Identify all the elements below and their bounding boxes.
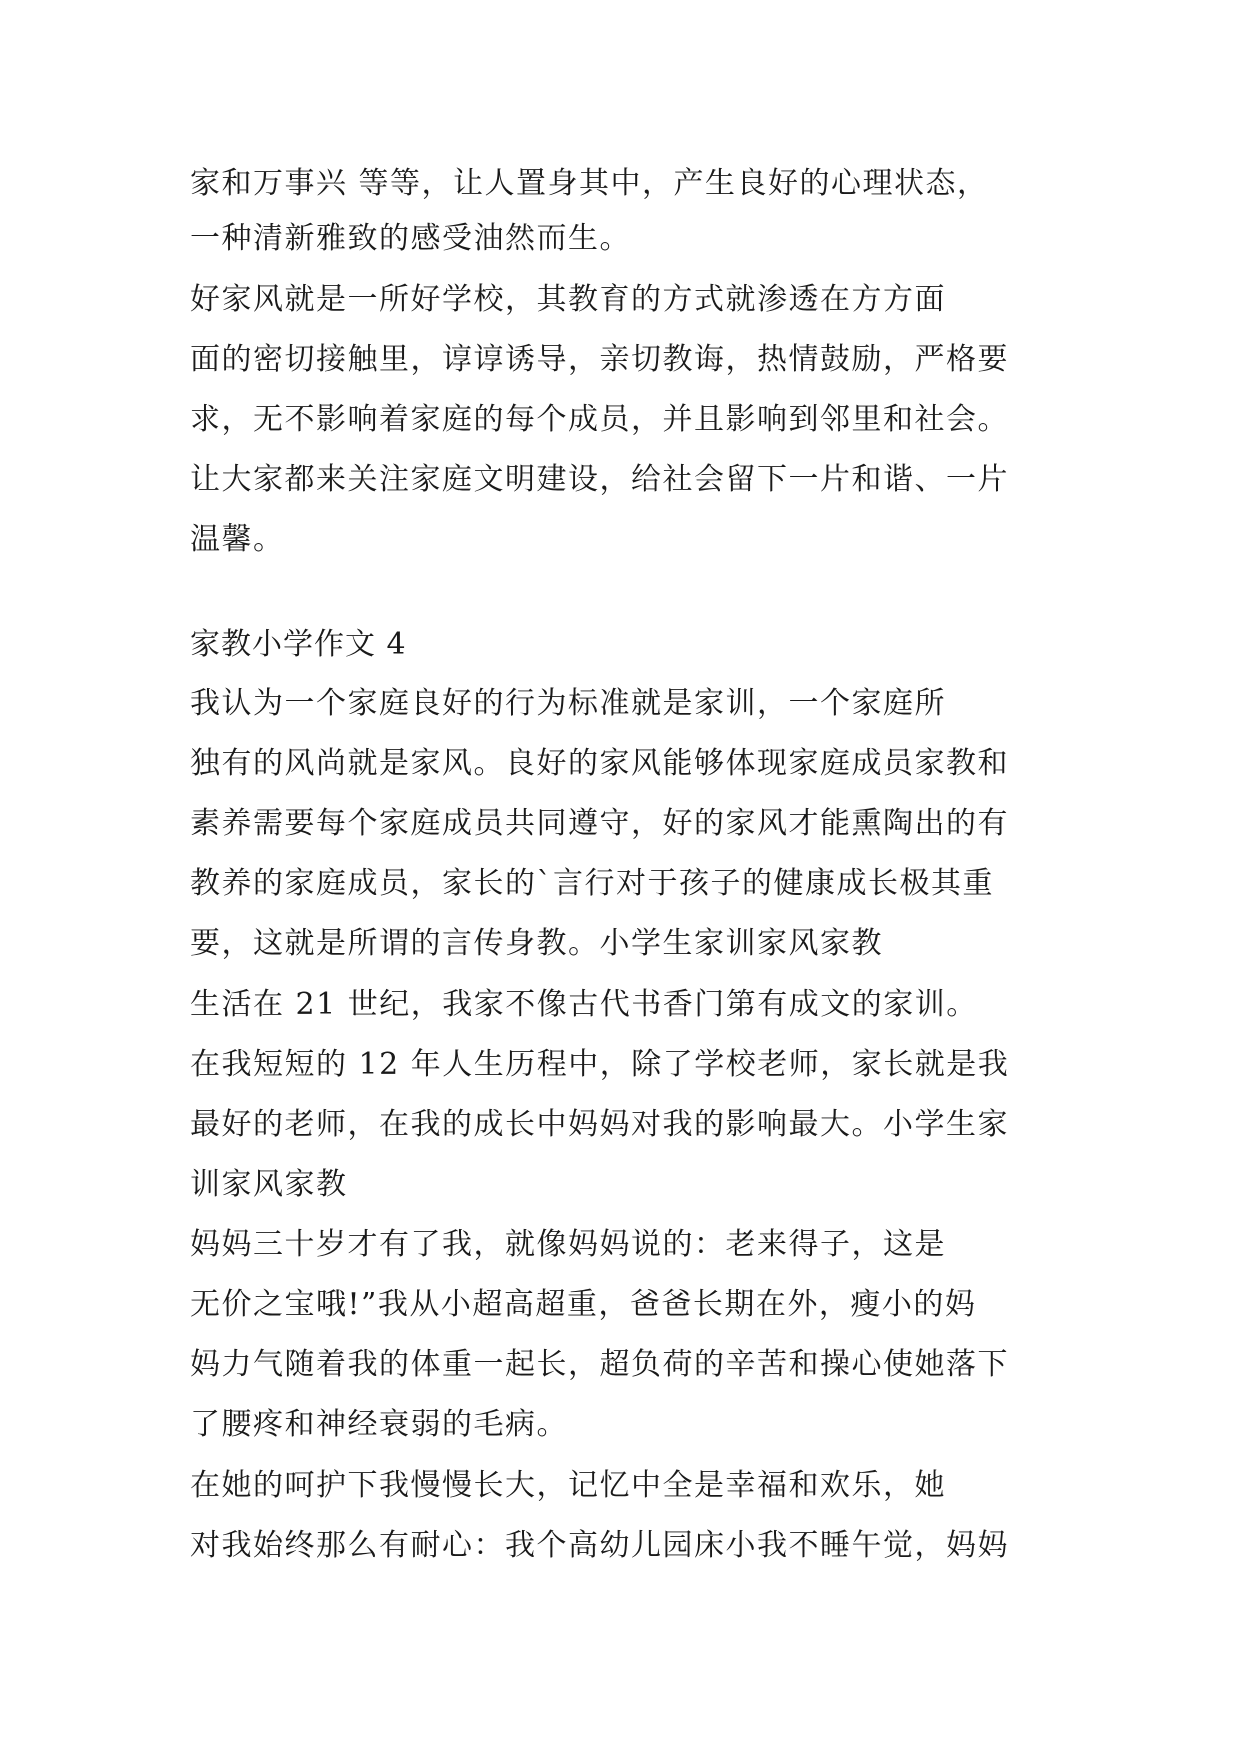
- text-line: 让大家都来关注家庭文明建设，给社会留下一片和谐、一片: [190, 462, 1009, 497]
- section-heading: 家教小学作文 4: [190, 627, 407, 662]
- text-line: 素养需要每个家庭成员共同遵守，好的家风才能熏陶出的有: [190, 806, 1009, 841]
- text-line: 训家风家教: [190, 1167, 348, 1202]
- text-line: 面的密切接触里，谆谆诱导，亲切教诲，热情鼓励，严格要: [190, 342, 1009, 377]
- text-line: 要，这就是所谓的言传身教。小学生家训家风家教: [190, 926, 883, 961]
- text-line: 妈力气随着我的体重一起长，超负荷的辛苦和操心使她落下: [190, 1347, 1009, 1382]
- text-line: 了腰疼和神经衰弱的毛病。: [190, 1407, 568, 1442]
- text-line: 独有的风尚就是家风。良好的家风能够体现家庭成员家教和: [190, 746, 1009, 781]
- text-line: 好家风就是一所好学校，其教育的方式就渗透在方方面: [190, 282, 946, 317]
- text-line: 家和万事兴 等等，让人置身其中，产生良好的心理状态，: [190, 166, 989, 201]
- text-line: 在我短短的 12 年人生历程中，除了学校老师，家长就是我: [190, 1047, 1010, 1082]
- text-line: 无价之宝哦!”我从小超高超重，爸爸长期在外，瘦小的妈: [190, 1287, 977, 1322]
- text-line: 我认为一个家庭良好的行为标准就是家训，一个家庭所: [190, 686, 946, 721]
- text-line: 温馨。: [190, 522, 285, 557]
- text-line: 在她的呵护下我慢慢长大，记忆中全是幸福和欢乐，她: [190, 1468, 946, 1503]
- text-line: 最好的老师，在我的成长中妈妈对我的影响最大。小学生家: [190, 1107, 1009, 1142]
- text-line: 生活在 21 世纪，我家不像古代书香门第有成文的家训。: [190, 987, 978, 1022]
- text-line: 一种清新雅致的感受油然而生。: [190, 221, 631, 256]
- text-line: 妈妈三十岁才有了我，就像妈妈说的：老来得子，这是: [190, 1227, 946, 1262]
- text-line: 教养的家庭成员，家长的`言行对于孩子的健康成长极其重: [190, 866, 994, 901]
- text-line: 求，无不影响着家庭的每个成员，并且影响到邻里和社会。: [190, 402, 1009, 437]
- text-line: 对我始终那么有耐心：我个高幼儿园床小我不睡午觉，妈妈: [190, 1528, 1009, 1563]
